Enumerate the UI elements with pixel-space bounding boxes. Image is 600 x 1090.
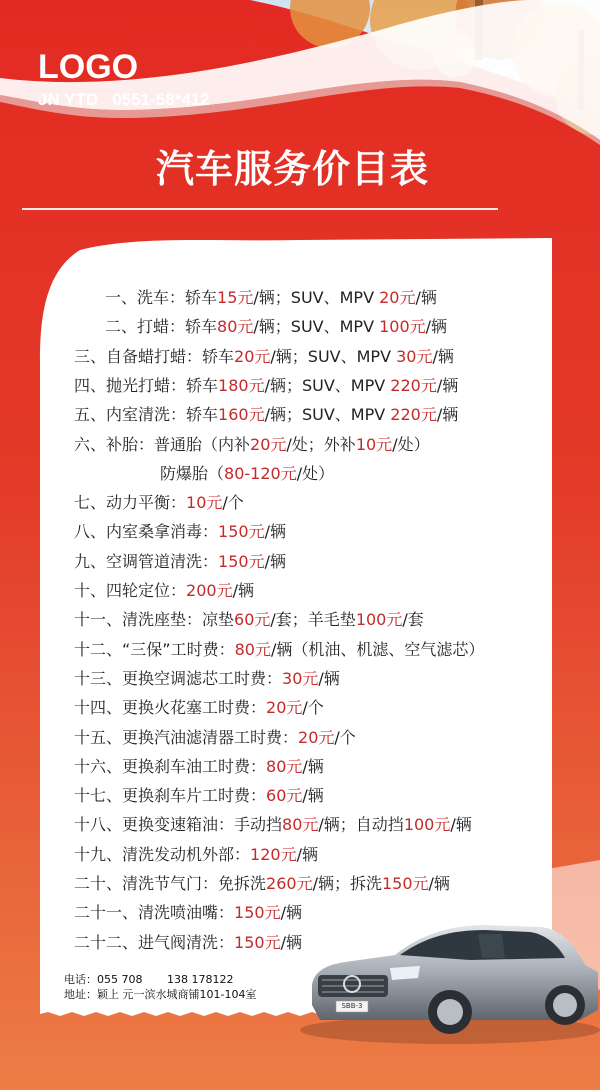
price-value: 80元 — [217, 317, 254, 337]
item-text: /辆；SUV、MPV — [264, 405, 391, 425]
item-number: 九、 — [74, 551, 107, 571]
item-text: /辆 — [232, 581, 254, 600]
price-item — [74, 757, 324, 777]
price-value: 100元 — [403, 815, 451, 835]
price-value: 200元 — [186, 581, 233, 600]
item-text: 抛光打蜡：轿车 — [106, 375, 219, 395]
price-value: 80元 — [266, 756, 303, 776]
price-item — [74, 435, 430, 455]
tel-value: 055 708 138 178122 — [97, 973, 234, 986]
price-item — [74, 815, 472, 835]
price-item — [74, 347, 454, 367]
item-text: “三保”工时费： — [122, 639, 235, 659]
price-item — [74, 610, 424, 630]
item-number: 二十一、 — [74, 903, 139, 923]
item-text: /套 — [402, 610, 424, 630]
item-text: /辆 — [432, 346, 454, 366]
item-number: 十三、 — [74, 668, 123, 688]
price-item — [74, 522, 286, 542]
item-text: 自备蜡打蜡：轿车 — [106, 346, 235, 366]
price-item — [74, 493, 244, 513]
item-number: 十、 — [74, 581, 107, 600]
price-value: 20元 — [379, 288, 416, 307]
price-value: 30元 — [282, 668, 319, 688]
item-number: 七、 — [74, 493, 107, 513]
item-text: /辆；SUV、MPV — [270, 346, 397, 366]
item-text: /辆 — [280, 932, 302, 952]
addr-value: 颖上 元一滨水城商铺101-104室 — [97, 988, 257, 1001]
item-text: /辆；拆洗 — [312, 874, 382, 893]
item-text: 清洗节气门：免拆洗 — [122, 874, 267, 893]
item-number: 十一、 — [74, 610, 123, 630]
price-item — [74, 933, 302, 953]
price-value: 100元 — [379, 317, 426, 337]
item-text: /辆 — [428, 874, 450, 893]
item-text: /辆；SUV、MPV — [253, 288, 380, 307]
item-text: 洗车：轿车 — [137, 288, 218, 307]
price-item — [105, 317, 447, 337]
item-number: 四、 — [74, 375, 107, 395]
item-number: 十六、 — [74, 756, 123, 776]
item-text: /辆 — [436, 375, 459, 395]
price-item — [74, 786, 324, 806]
item-text: /处；外补 — [286, 434, 356, 454]
addr-label: 地址： — [64, 988, 97, 1001]
price-value: 150元 — [234, 903, 281, 923]
item-number: 十七、 — [74, 786, 123, 806]
item-text: /辆 — [302, 756, 324, 776]
item-text: 清洗座垫：凉垫 — [122, 610, 235, 630]
item-number: 十五、 — [74, 727, 123, 747]
item-text: /辆 — [415, 288, 437, 307]
item-text: 更换火花塞工时费： — [122, 698, 267, 718]
item-text: 内室清洗：轿车 — [106, 405, 219, 425]
price-value: 220元 — [390, 405, 437, 425]
price-value: 260元 — [266, 874, 313, 893]
item-number: 五、 — [74, 405, 107, 425]
item-text: 打蜡：轿车 — [137, 317, 218, 337]
price-value: 20元 — [266, 698, 303, 718]
item-text: 更换刹车片工时费： — [122, 786, 267, 806]
item-number: 六、 — [74, 434, 107, 454]
price-item — [160, 464, 334, 484]
item-text: /辆 — [280, 903, 302, 923]
item-text: 更换刹车油工时费： — [122, 756, 267, 776]
item-number: 十二、 — [74, 639, 123, 659]
price-item — [74, 581, 254, 601]
item-text: /辆 — [436, 405, 459, 425]
item-text: 更换变速箱油：手动挡 — [122, 815, 283, 835]
item-text: /处） — [296, 463, 335, 483]
header-phone: 0551-58*412 — [112, 90, 210, 109]
price-value: 30元 — [396, 346, 433, 366]
price-value: 80元 — [282, 815, 319, 835]
item-text: /处） — [392, 434, 430, 454]
price-value: 20元 — [234, 346, 271, 366]
item-text: /辆 — [264, 522, 286, 542]
item-text: 更换汽油滤清器工时费： — [122, 727, 299, 747]
price-item — [74, 698, 324, 718]
item-text: /辆 — [296, 844, 318, 864]
price-value: 220元 — [390, 375, 437, 395]
price-value: 150元 — [218, 551, 265, 571]
tel-label: 电话： — [64, 973, 97, 986]
price-value: 180元 — [218, 375, 265, 395]
item-text: 补胎：普通胎（内补 — [106, 434, 251, 454]
price-item — [74, 552, 286, 572]
item-text: /辆 — [302, 786, 324, 806]
item-number: 十八、 — [74, 815, 123, 835]
item-text: /套；羊毛垫 — [270, 610, 356, 630]
item-text: 动力平衡： — [106, 493, 187, 513]
item-text: 更换空调滤芯工时费： — [122, 668, 283, 688]
item-text: 进气阀清洗： — [138, 932, 235, 952]
item-text: /个 — [222, 493, 244, 513]
price-item — [74, 669, 340, 689]
price-value: 150元 — [234, 932, 281, 952]
item-text: 清洗喷油嘴： — [138, 903, 235, 923]
price-value: 20元 — [298, 727, 335, 747]
item-number: 二、 — [105, 317, 138, 337]
price-item — [74, 845, 318, 865]
item-number: 十四、 — [74, 698, 123, 718]
item-text: 四轮定位： — [106, 581, 187, 600]
page-title: 汽车服务价目表 — [156, 147, 430, 191]
item-number: 八、 — [74, 522, 107, 542]
item-number: 二十、 — [74, 874, 123, 893]
price-value: 60元 — [234, 610, 271, 630]
item-number: 十九、 — [74, 844, 123, 864]
item-text: /辆 — [450, 815, 472, 835]
item-text: 防爆胎（ — [160, 463, 225, 483]
brand-code: JN YTD — [38, 90, 99, 109]
price-item — [105, 288, 437, 308]
item-text: /辆 — [318, 668, 340, 688]
contact-phone — [64, 973, 233, 987]
item-text: /个 — [302, 698, 324, 718]
item-text: 清洗发动机外部： — [122, 844, 251, 864]
price-item — [74, 640, 484, 660]
price-item — [74, 405, 458, 425]
price-value: 80元 — [234, 639, 271, 659]
brand-line — [38, 90, 210, 110]
contact-address — [64, 988, 256, 1002]
item-text: /辆；自动挡 — [318, 815, 404, 835]
item-number: 二十二、 — [74, 932, 139, 952]
price-item — [74, 874, 450, 894]
item-number: 三、 — [74, 346, 107, 366]
price-value: 160元 — [218, 405, 265, 425]
item-text: /辆 — [425, 317, 448, 337]
price-value: 60元 — [266, 786, 303, 806]
item-text: 内室桑拿消毒： — [106, 522, 219, 542]
price-value: 15元 — [217, 288, 254, 307]
item-number: 一、 — [105, 288, 138, 307]
price-value: 150元 — [218, 522, 265, 542]
item-text: /辆；SUV、MPV — [253, 317, 380, 337]
price-value: 120元 — [250, 844, 297, 864]
price-value: 100元 — [355, 610, 403, 630]
price-item — [74, 376, 458, 396]
price-item — [74, 903, 302, 923]
item-text: /辆 — [264, 551, 286, 571]
item-text: 空调管道清洗： — [106, 551, 219, 571]
item-text: /个 — [334, 727, 356, 747]
item-text: /辆；SUV、MPV — [264, 375, 391, 395]
price-value: 10元 — [355, 434, 393, 454]
price-value: 20元 — [250, 434, 287, 454]
price-item — [74, 728, 356, 748]
item-text: /辆（机油、机滤、空气滤芯） — [270, 639, 485, 659]
license-plate: SBB-3 — [341, 1002, 363, 1010]
price-value: 150元 — [381, 874, 429, 893]
price-value: 80-120元 — [224, 463, 297, 483]
logo-text: LOGO — [38, 48, 139, 86]
price-value: 10元 — [186, 493, 223, 513]
